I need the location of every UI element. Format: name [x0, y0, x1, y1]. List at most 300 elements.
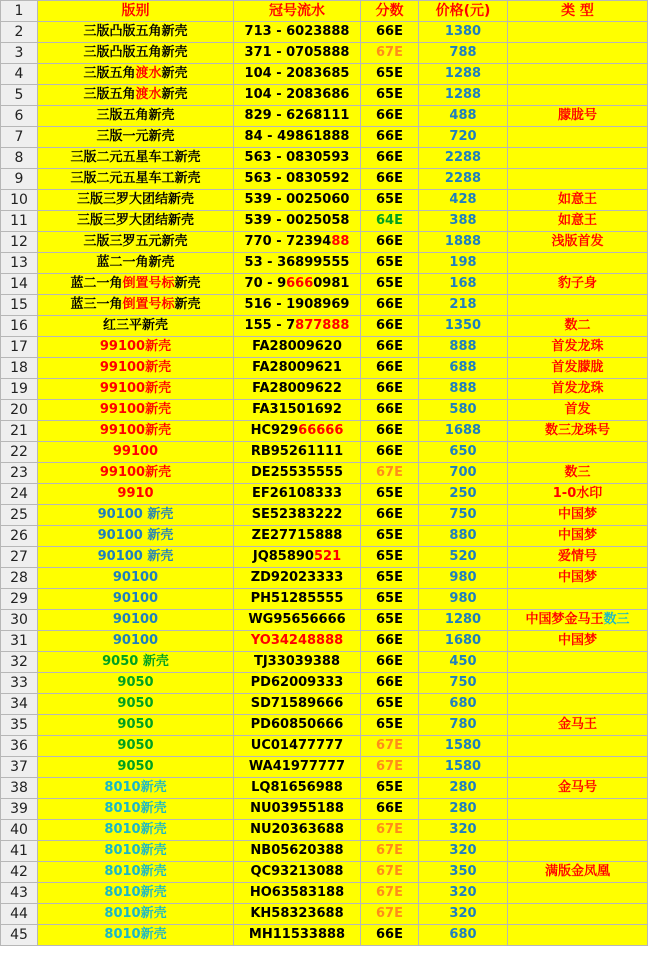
- serial-cell-text: 563 - 0830593: [244, 150, 350, 165]
- type-cell-text: 数二: [564, 318, 591, 333]
- price-cell[interactable]: 1288: [419, 64, 508, 85]
- grade-cell[interactable]: [361, 421, 419, 442]
- edition-cell[interactable]: [38, 589, 234, 610]
- type-cell[interactable]: [508, 295, 648, 316]
- type-cell[interactable]: [508, 526, 648, 547]
- grade-cell-text: 65E: [376, 780, 403, 795]
- table-row: [1, 610, 648, 631]
- header-edition[interactable]: 版别: [38, 1, 234, 22]
- type-cell[interactable]: [508, 631, 648, 652]
- serial-cell[interactable]: [234, 85, 361, 106]
- edition-cell[interactable]: [38, 274, 234, 295]
- edition-cell[interactable]: [38, 568, 234, 589]
- type-cell-text: 如意王: [557, 213, 597, 228]
- edition-cell-text: 90100 新壳: [97, 507, 174, 522]
- edition-cell[interactable]: [38, 904, 234, 925]
- grade-cell[interactable]: [361, 127, 419, 148]
- serial-cell[interactable]: [234, 673, 361, 694]
- edition-cell[interactable]: [38, 799, 234, 820]
- type-cell[interactable]: [508, 337, 648, 358]
- price-cell[interactable]: 980: [419, 568, 508, 589]
- edition-cell[interactable]: [38, 652, 234, 673]
- price-cell[interactable]: 1288: [419, 85, 508, 106]
- row-number[interactable]: 34: [1, 694, 38, 715]
- grade-cell[interactable]: [361, 274, 419, 295]
- type-cell[interactable]: [508, 232, 648, 253]
- table-row: [1, 799, 648, 820]
- serial-cell[interactable]: [234, 757, 361, 778]
- row-number[interactable]: 4: [1, 64, 38, 85]
- edition-cell[interactable]: [38, 22, 234, 43]
- row-number[interactable]: 18: [1, 358, 38, 379]
- price-cell[interactable]: 388: [419, 211, 508, 232]
- grade-cell[interactable]: [361, 547, 419, 568]
- price-cell[interactable]: 688: [419, 358, 508, 379]
- type-cell[interactable]: [508, 169, 648, 190]
- edition-cell[interactable]: [38, 505, 234, 526]
- serial-cell[interactable]: [234, 925, 361, 946]
- serial-cell[interactable]: [234, 316, 361, 337]
- edition-cell[interactable]: [38, 379, 234, 400]
- serial-cell[interactable]: [234, 106, 361, 127]
- row-number[interactable]: 30: [1, 610, 38, 631]
- serial-cell[interactable]: [234, 715, 361, 736]
- type-cell[interactable]: [508, 652, 648, 673]
- row-number[interactable]: 9: [1, 169, 38, 190]
- row-number[interactable]: 38: [1, 778, 38, 799]
- price-cell[interactable]: 1350: [419, 316, 508, 337]
- row-number[interactable]: 40: [1, 820, 38, 841]
- edition-cell[interactable]: [38, 400, 234, 421]
- grade-cell[interactable]: [361, 589, 419, 610]
- header-price[interactable]: 价格(元): [419, 1, 508, 22]
- price-cell[interactable]: 880: [419, 526, 508, 547]
- price-cell[interactable]: 520: [419, 547, 508, 568]
- serial-cell[interactable]: [234, 736, 361, 757]
- type-cell[interactable]: [508, 673, 648, 694]
- price-cell[interactable]: 2288: [419, 148, 508, 169]
- serial-cell[interactable]: [234, 232, 361, 253]
- edition-cell[interactable]: [38, 694, 234, 715]
- price-cell[interactable]: 488: [419, 106, 508, 127]
- row-number[interactable]: 8: [1, 148, 38, 169]
- row-number[interactable]: 24: [1, 484, 38, 505]
- price-cell[interactable]: 250: [419, 484, 508, 505]
- edition-cell[interactable]: [38, 778, 234, 799]
- edition-cell[interactable]: [38, 925, 234, 946]
- table-row: [1, 43, 648, 64]
- edition-cell[interactable]: [38, 127, 234, 148]
- row-number[interactable]: 23: [1, 463, 38, 484]
- edition-cell-text: 三版一元新壳: [96, 129, 175, 144]
- grade-cell[interactable]: [361, 337, 419, 358]
- type-cell[interactable]: [508, 820, 648, 841]
- type-cell[interactable]: [508, 442, 648, 463]
- type-cell[interactable]: [508, 463, 648, 484]
- grade-cell[interactable]: [361, 568, 419, 589]
- serial-cell-text: FA28009622: [252, 381, 342, 396]
- grade-cell[interactable]: [361, 904, 419, 925]
- price-cell[interactable]: 280: [419, 799, 508, 820]
- serial-cell[interactable]: [234, 421, 361, 442]
- edition-cell[interactable]: [38, 841, 234, 862]
- row-number[interactable]: 36: [1, 736, 38, 757]
- edition-cell[interactable]: [38, 337, 234, 358]
- serial-cell[interactable]: [234, 463, 361, 484]
- row-number[interactable]: 5: [1, 85, 38, 106]
- edition-cell-text: 99100: [112, 444, 159, 459]
- serial-cell[interactable]: [234, 43, 361, 64]
- grade-cell[interactable]: [361, 736, 419, 757]
- type-cell[interactable]: [508, 778, 648, 799]
- row-number[interactable]: 12: [1, 232, 38, 253]
- type-cell[interactable]: [508, 400, 648, 421]
- price-cell[interactable]: 980: [419, 589, 508, 610]
- row-number[interactable]: 7: [1, 127, 38, 148]
- grade-cell-text: 65E: [376, 591, 403, 606]
- row-number[interactable]: 43: [1, 883, 38, 904]
- type-cell[interactable]: [508, 883, 648, 904]
- price-cell[interactable]: 750: [419, 505, 508, 526]
- edition-cell[interactable]: [38, 43, 234, 64]
- grade-cell[interactable]: [361, 757, 419, 778]
- serial-cell[interactable]: [234, 820, 361, 841]
- type-cell[interactable]: [508, 64, 648, 85]
- serial-cell[interactable]: [234, 778, 361, 799]
- row-number[interactable]: 25: [1, 505, 38, 526]
- price-cell[interactable]: 168: [419, 274, 508, 295]
- row-number[interactable]: 44: [1, 904, 38, 925]
- price-cell[interactable]: 1580: [419, 757, 508, 778]
- grade-cell[interactable]: [361, 316, 419, 337]
- serial-cell[interactable]: [234, 211, 361, 232]
- grade-cell[interactable]: [361, 358, 419, 379]
- type-cell[interactable]: [508, 694, 648, 715]
- price-cell[interactable]: 350: [419, 862, 508, 883]
- edition-cell[interactable]: [38, 883, 234, 904]
- price-cell[interactable]: 680: [419, 925, 508, 946]
- grade-cell[interactable]: [361, 442, 419, 463]
- row-number[interactable]: 21: [1, 421, 38, 442]
- edition-cell[interactable]: [38, 85, 234, 106]
- serial-cell[interactable]: [234, 295, 361, 316]
- serial-cell[interactable]: [234, 526, 361, 547]
- type-cell[interactable]: [508, 358, 648, 379]
- row-number[interactable]: 13: [1, 253, 38, 274]
- row-number[interactable]: 15: [1, 295, 38, 316]
- edition-cell[interactable]: [38, 526, 234, 547]
- serial-cell[interactable]: [234, 841, 361, 862]
- type-cell[interactable]: [508, 379, 648, 400]
- price-cell[interactable]: 450: [419, 652, 508, 673]
- row-number[interactable]: 28: [1, 568, 38, 589]
- grade-cell-text: 66E: [376, 234, 403, 249]
- row-number[interactable]: 39: [1, 799, 38, 820]
- header-type[interactable]: 类 型: [508, 1, 648, 22]
- serial-cell[interactable]: [234, 442, 361, 463]
- row-number[interactable]: 22: [1, 442, 38, 463]
- row-number[interactable]: 17: [1, 337, 38, 358]
- price-cell[interactable]: 1688: [419, 421, 508, 442]
- grade-cell[interactable]: [361, 673, 419, 694]
- type-cell[interactable]: [508, 106, 648, 127]
- grade-cell-text: 66E: [376, 150, 403, 165]
- row-number[interactable]: 31: [1, 631, 38, 652]
- type-cell[interactable]: [508, 190, 648, 211]
- edition-cell[interactable]: [38, 862, 234, 883]
- price-cell[interactable]: 1280: [419, 610, 508, 631]
- serial-cell[interactable]: [234, 358, 361, 379]
- row-number[interactable]: 16: [1, 316, 38, 337]
- edition-cell[interactable]: [38, 442, 234, 463]
- type-cell[interactable]: [508, 43, 648, 64]
- type-cell[interactable]: [508, 925, 648, 946]
- serial-cell[interactable]: [234, 169, 361, 190]
- grade-cell-text: 66E: [376, 675, 403, 690]
- type-cell-text: 首发龙珠: [551, 339, 604, 354]
- serial-cell[interactable]: [234, 253, 361, 274]
- row-number[interactable]: 35: [1, 715, 38, 736]
- edition-cell[interactable]: [38, 169, 234, 190]
- header-grade[interactable]: 分数: [361, 1, 419, 22]
- type-cell[interactable]: [508, 841, 648, 862]
- edition-cell[interactable]: [38, 631, 234, 652]
- edition-cell[interactable]: [38, 610, 234, 631]
- grade-cell[interactable]: [361, 694, 419, 715]
- edition-cell-text: 9050: [117, 738, 154, 753]
- serial-cell[interactable]: [234, 610, 361, 631]
- type-cell[interactable]: [508, 568, 648, 589]
- price-cell[interactable]: 888: [419, 379, 508, 400]
- serial-cell[interactable]: [234, 337, 361, 358]
- edition-cell[interactable]: [38, 316, 234, 337]
- edition-cell[interactable]: [38, 547, 234, 568]
- grade-cell[interactable]: [361, 715, 419, 736]
- serial-cell[interactable]: [234, 547, 361, 568]
- grade-cell[interactable]: [361, 799, 419, 820]
- price-cell[interactable]: 788: [419, 43, 508, 64]
- row-number[interactable]: 27: [1, 547, 38, 568]
- grade-cell[interactable]: [361, 820, 419, 841]
- row-number[interactable]: 20: [1, 400, 38, 421]
- table-row: [1, 883, 648, 904]
- type-cell[interactable]: [508, 904, 648, 925]
- type-cell[interactable]: [508, 547, 648, 568]
- grade-cell[interactable]: [361, 862, 419, 883]
- type-cell[interactable]: [508, 715, 648, 736]
- grade-cell[interactable]: [361, 190, 419, 211]
- type-cell[interactable]: [508, 127, 648, 148]
- serial-cell[interactable]: [234, 862, 361, 883]
- grade-cell-text: 66E: [376, 423, 403, 438]
- price-cell[interactable]: 780: [419, 715, 508, 736]
- price-cell[interactable]: 320: [419, 883, 508, 904]
- price-cell[interactable]: 1888: [419, 232, 508, 253]
- price-cell[interactable]: 680: [419, 694, 508, 715]
- type-cell-text: 首发朦胧: [551, 360, 604, 375]
- price-cell[interactable]: 280: [419, 778, 508, 799]
- edition-cell[interactable]: [38, 820, 234, 841]
- type-cell[interactable]: [508, 274, 648, 295]
- type-cell[interactable]: [508, 148, 648, 169]
- grade-cell[interactable]: [361, 463, 419, 484]
- grade-cell[interactable]: [361, 778, 419, 799]
- edition-cell[interactable]: [38, 106, 234, 127]
- row-number[interactable]: 45: [1, 925, 38, 946]
- row-number[interactable]: 19: [1, 379, 38, 400]
- type-cell[interactable]: [508, 505, 648, 526]
- edition-cell[interactable]: [38, 190, 234, 211]
- type-cell[interactable]: [508, 862, 648, 883]
- serial-cell[interactable]: [234, 274, 361, 295]
- grade-cell[interactable]: [361, 652, 419, 673]
- serial-cell[interactable]: [234, 505, 361, 526]
- edition-cell[interactable]: [38, 736, 234, 757]
- row-number[interactable]: 14: [1, 274, 38, 295]
- price-cell[interactable]: 650: [419, 442, 508, 463]
- edition-cell[interactable]: [38, 232, 234, 253]
- row-number[interactable]: 2: [1, 22, 38, 43]
- row-number[interactable]: 3: [1, 43, 38, 64]
- row-number[interactable]: 33: [1, 673, 38, 694]
- type-cell[interactable]: [508, 85, 648, 106]
- grade-cell[interactable]: [361, 841, 419, 862]
- grade-cell[interactable]: [361, 505, 419, 526]
- type-cell[interactable]: [508, 421, 648, 442]
- price-cell[interactable]: 2288: [419, 169, 508, 190]
- serial-cell-text: FA28009621: [252, 360, 342, 375]
- row-number[interactable]: 6: [1, 106, 38, 127]
- price-cell[interactable]: 218: [419, 295, 508, 316]
- grade-cell[interactable]: [361, 106, 419, 127]
- row-number[interactable]: 37: [1, 757, 38, 778]
- edition-cell[interactable]: [38, 211, 234, 232]
- grade-cell[interactable]: [361, 232, 419, 253]
- header-serial[interactable]: 冠号流水: [234, 1, 361, 22]
- row-number[interactable]: 1: [1, 1, 38, 22]
- type-cell[interactable]: [508, 610, 648, 631]
- price-cell[interactable]: 580: [419, 400, 508, 421]
- serial-cell[interactable]: [234, 64, 361, 85]
- grade-cell[interactable]: [361, 85, 419, 106]
- type-cell[interactable]: [508, 736, 648, 757]
- edition-cell-text: 90100: [112, 570, 159, 585]
- grade-cell[interactable]: [361, 484, 419, 505]
- serial-cell[interactable]: [234, 148, 361, 169]
- grade-cell[interactable]: [361, 43, 419, 64]
- type-cell[interactable]: [508, 211, 648, 232]
- price-cell[interactable]: 700: [419, 463, 508, 484]
- edition-cell[interactable]: [38, 358, 234, 379]
- edition-cell[interactable]: [38, 484, 234, 505]
- grade-cell[interactable]: [361, 22, 419, 43]
- row-number[interactable]: 32: [1, 652, 38, 673]
- grade-cell[interactable]: [361, 883, 419, 904]
- edition-cell-text: 渡水: [135, 87, 162, 102]
- serial-cell[interactable]: [234, 904, 361, 925]
- row-number[interactable]: 42: [1, 862, 38, 883]
- price-cell[interactable]: 198: [419, 253, 508, 274]
- grade-cell-text: 66E: [376, 444, 403, 459]
- type-cell[interactable]: [508, 484, 648, 505]
- grade-cell[interactable]: [361, 295, 419, 316]
- row-number[interactable]: 11: [1, 211, 38, 232]
- serial-cell[interactable]: [234, 883, 361, 904]
- serial-cell[interactable]: [234, 484, 361, 505]
- serial-cell[interactable]: [234, 379, 361, 400]
- edition-cell[interactable]: [38, 463, 234, 484]
- grade-cell[interactable]: [361, 148, 419, 169]
- type-cell[interactable]: [508, 22, 648, 43]
- table-row: [1, 106, 648, 127]
- edition-cell[interactable]: [38, 673, 234, 694]
- type-cell[interactable]: [508, 253, 648, 274]
- grade-cell[interactable]: [361, 400, 419, 421]
- price-cell[interactable]: 320: [419, 841, 508, 862]
- type-cell[interactable]: [508, 589, 648, 610]
- edition-cell[interactable]: [38, 715, 234, 736]
- serial-cell[interactable]: [234, 694, 361, 715]
- grade-cell[interactable]: [361, 631, 419, 652]
- price-cell[interactable]: 750: [419, 673, 508, 694]
- row-number[interactable]: 10: [1, 190, 38, 211]
- price-cell[interactable]: 888: [419, 337, 508, 358]
- grade-cell[interactable]: [361, 379, 419, 400]
- grade-cell[interactable]: [361, 211, 419, 232]
- grade-cell[interactable]: [361, 925, 419, 946]
- serial-cell[interactable]: [234, 799, 361, 820]
- serial-cell[interactable]: [234, 400, 361, 421]
- edition-cell[interactable]: [38, 64, 234, 85]
- edition-cell[interactable]: [38, 421, 234, 442]
- edition-cell[interactable]: [38, 148, 234, 169]
- row-number[interactable]: 29: [1, 589, 38, 610]
- type-cell-text: 中国梦: [557, 528, 597, 543]
- grade-cell[interactable]: [361, 253, 419, 274]
- serial-cell[interactable]: [234, 190, 361, 211]
- price-cell[interactable]: 1580: [419, 736, 508, 757]
- edition-cell[interactable]: [38, 757, 234, 778]
- grade-cell[interactable]: [361, 64, 419, 85]
- serial-cell[interactable]: [234, 22, 361, 43]
- price-cell[interactable]: 1380: [419, 22, 508, 43]
- grade-cell[interactable]: [361, 526, 419, 547]
- type-cell[interactable]: [508, 799, 648, 820]
- edition-cell[interactable]: [38, 253, 234, 274]
- edition-cell-text: 90100 新壳: [97, 549, 174, 564]
- serial-cell[interactable]: [234, 631, 361, 652]
- price-cell[interactable]: 428: [419, 190, 508, 211]
- serial-cell[interactable]: [234, 568, 361, 589]
- serial-cell[interactable]: [234, 127, 361, 148]
- price-cell[interactable]: 320: [419, 820, 508, 841]
- edition-cell[interactable]: [38, 295, 234, 316]
- serial-cell[interactable]: [234, 589, 361, 610]
- serial-cell-text: 516 - 1908969: [244, 297, 350, 312]
- row-number[interactable]: 26: [1, 526, 38, 547]
- price-cell[interactable]: 1680: [419, 631, 508, 652]
- row-number[interactable]: 41: [1, 841, 38, 862]
- serial-cell-text: WA41977777: [248, 759, 346, 774]
- price-cell[interactable]: 320: [419, 904, 508, 925]
- grade-cell[interactable]: [361, 610, 419, 631]
- price-cell[interactable]: 720: [419, 127, 508, 148]
- type-cell[interactable]: [508, 316, 648, 337]
- serial-cell[interactable]: [234, 652, 361, 673]
- grade-cell-text: 66E: [376, 654, 403, 669]
- grade-cell[interactable]: [361, 169, 419, 190]
- type-cell[interactable]: [508, 757, 648, 778]
